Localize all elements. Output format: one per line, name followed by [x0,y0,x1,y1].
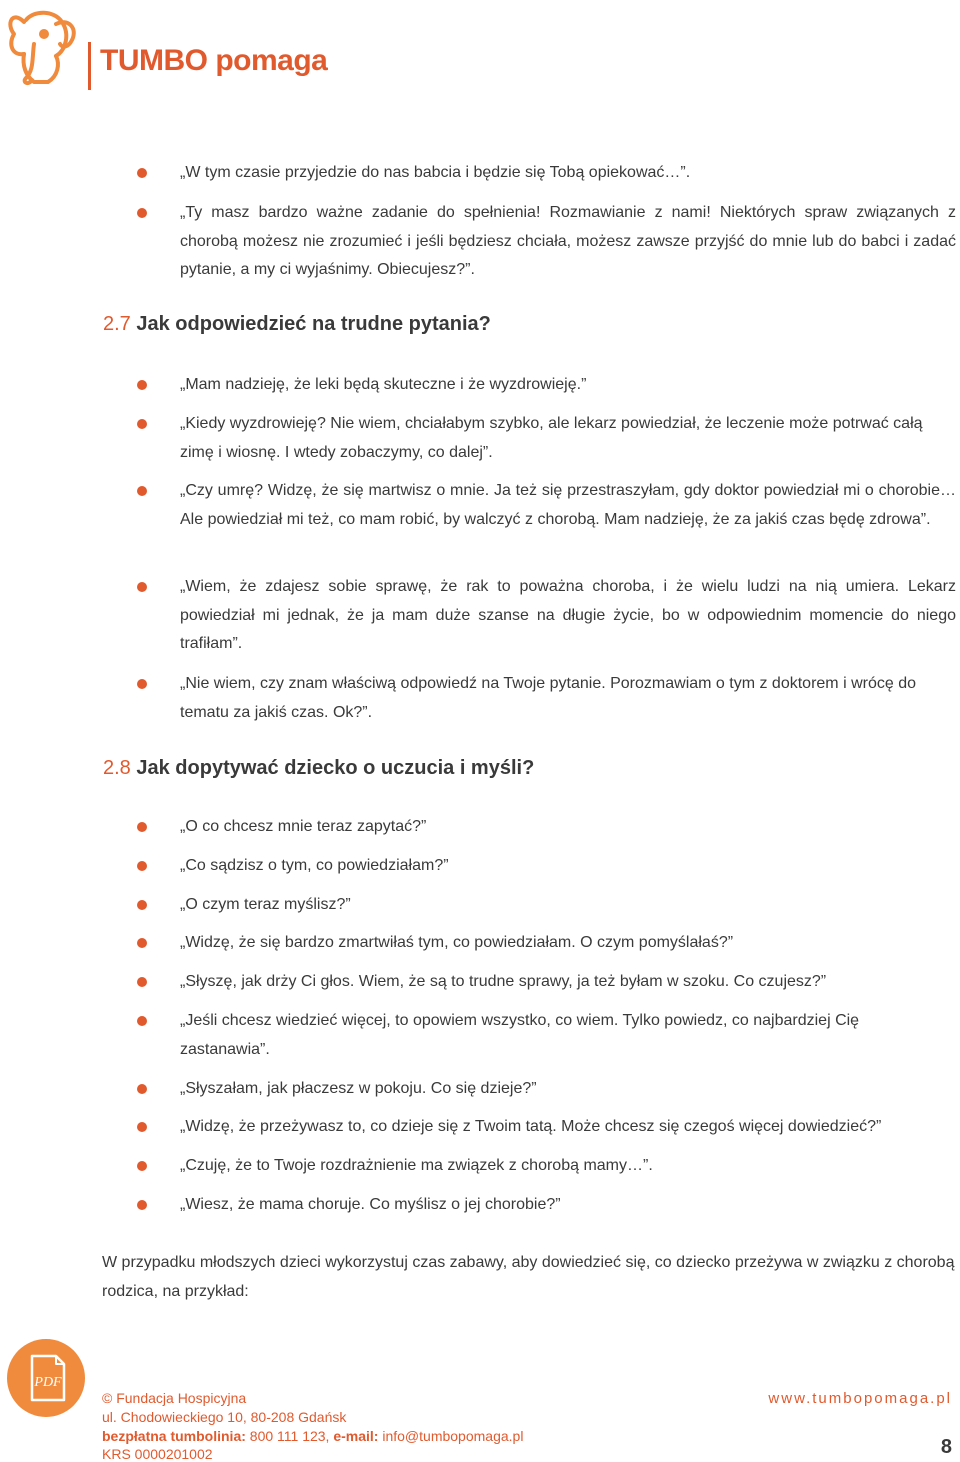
footer-email-link[interactable]: info@tumbopomaga.pl [378,1428,524,1444]
list-item: „Nie wiem, czy znam właściwą odpowiedź na Twoje pytanie. Porozmawiam o tym z doktorem i wrócę do tematu za jakiś czas. Ok?”. [180,670,956,727]
bullet-icon [137,1122,147,1132]
pdf-label: PDF [34,1375,62,1390]
page-number: 8 [940,1436,952,1458]
footer-org: © Fundacja Hospicyjna [102,1390,247,1406]
bullet-icon [137,419,147,429]
list-item: „Czuję, że to Twoje rozdrażnienie ma związek z chorobą mamy…”. [180,1152,956,1181]
list-item: „Widzę, że się bardzo zmartwiłaś tym, co powiedziałam. O czym pomyślałaś?” [180,929,956,958]
list-item: „Mam nadzieję, że leki będą skuteczne i że wyzdrowieję.” [180,371,956,400]
bullet-icon [137,168,147,178]
page-footer [0,1330,960,1460]
bullet-icon [137,822,147,832]
bullet-icon [137,582,147,592]
list-item: „Wiem, że zdajesz sobie sprawę, że rak to poważna choroba, i że wielu ludzi na nią umiera. Lekarz powiedział mi jednak, że ja mam duże szanse na długie życie, bo w odpowiednim momencie do niego trafiłam”. [180,573,956,659]
list-item: „Co sądzisz o tym, co powiedziałam?” [180,852,956,881]
bullet-icon [137,977,147,987]
list-item: „Czy umrę? Widzę, że się martwisz o mnie. Ja też się przestraszyłam, gdy doktor powiedział mi o chorobie… Ale powiedział mi też, co mam robić, by walczyć z chorobą. Mam nadzieję, że za jakiś czas będę zdrowa”. [180,477,956,534]
bullet-icon [137,900,147,910]
logo-separator [88,42,91,90]
list-item: „Kiedy wyzdrowieję? Nie wiem, chciałabym szybko, ale lekarz powiedział, że leczenie może potrwać całą zimę i wiosnę. I wtedy zobaczymy, co dalej”. [180,410,956,467]
bullet-icon [137,208,147,218]
list-item: „Wiesz, że mama choruje. Co myślisz o jej chorobie?” [180,1191,956,1220]
list-item: „W tym czasie przyjedzie do nas babcia i będzie się Tobą opiekować…”. [180,159,956,188]
bullet-icon [137,1161,147,1171]
bullet-icon [137,861,147,871]
list-item: „O czym teraz myślisz?” [180,891,956,920]
bullet-icon [137,1200,147,1210]
list-item: „Jeśli chcesz wiedzieć więcej, to opowiem wszystko, co wiem. Tylko powiedz, co najbardziej Cię zastanawia”. [180,1007,900,1064]
footer-contact: bezpłatna tumbolinia: 800 111 123, e-mail: info@tumbopomaga.pl [102,1428,524,1444]
bullet-icon [137,486,147,496]
elephant-logo-icon [4,4,80,88]
list-item: „Słyszałam, jak płaczesz w pokoju. Co się dzieje?” [180,1075,956,1104]
section-heading-2-8: 2.8 Jak dopytywać dziecko o uczucia i myśli? [103,757,535,779]
closing-paragraph: W przypadku młodszych dzieci wykorzystuj czas zabawy, aby dowiedzieć się, co dziecko przeżywa w związku z chorobą rodzica, na przykład: [102,1254,955,1300]
list-item: „O co chcesz mnie teraz zapytać?” [180,813,956,842]
footer-address: ul. Chodowieckiego 10, 80-208 Gdańsk [102,1409,347,1425]
page-header [0,0,960,100]
bullet-icon [137,1084,147,1094]
bullet-icon [137,380,147,390]
list-item: „Ty masz bardzo ważne zadanie do spełnienia! Rozmawianie z nami! Niektórych spraw związanych z chorobą możesz nie zrozumieć i jeśli będziesz chciała, możesz zawsze przyjść do mnie lub do babci i zadać pytanie, a my ci wyjaśnimy. Obiecujesz?”. [180,199,956,285]
bullet-icon [137,679,147,689]
list-item: „Słyszę, jak drży Ci głos. Wiem, że są to trudne sprawy, ja też byłam w szoku. Co czujesz?” [180,968,956,997]
brand-name: TUMBO pomaga [100,44,328,77]
list-item: „Widzę, że przeżywasz to, co dzieje się z Twoim tatą. Może chcesz się czegoś więcej dowiedzieć?” [180,1113,956,1142]
bullet-icon [137,938,147,948]
bullet-icon [137,1016,147,1026]
footer-krs: KRS 0000201002 [102,1446,213,1462]
section-heading-2-7: 2.7 Jak odpowiedzieć na trudne pytania? [103,313,491,335]
footer-url-link[interactable]: www.tumbopomaga.pl [768,1390,952,1407]
pdf-icon[interactable] [6,1338,86,1418]
